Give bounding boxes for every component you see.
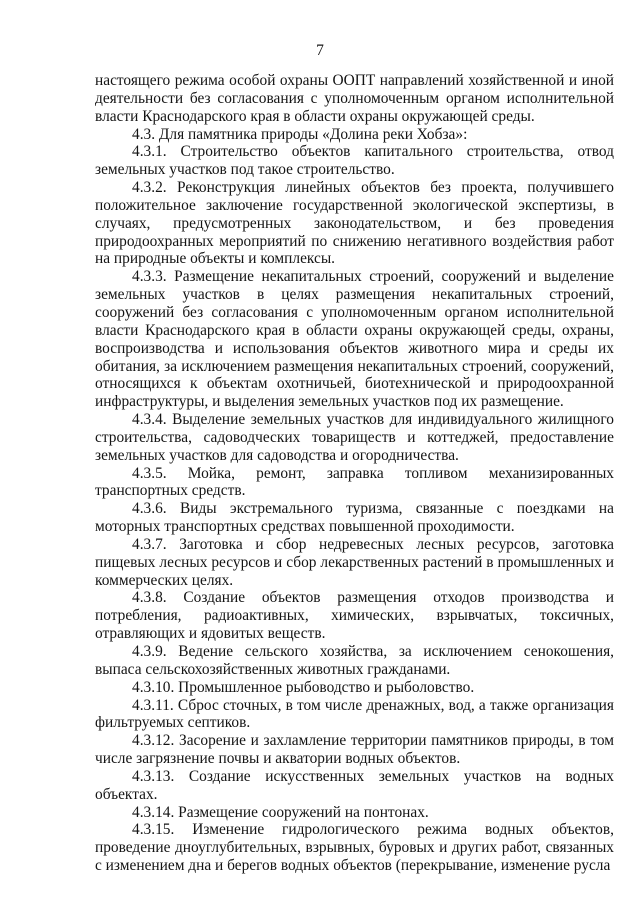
document-paragraph: 4.3.4. Выделение земельных участков для индивидуального жилищного строительства, садоводческих товариществ и коттеджей, предоставление земельных участков для садоводства и огородничества.: [95, 411, 614, 464]
document-paragraph: 4.3.2. Реконструкция линейных объектов без проекта, получившего положительное заключение государственной экологической экспертизы, в случаях, предусмотренных законодательством, и без проведения природоохранных мероприятий по снижению негативного воздействия работ на природные объекты и комплексы.: [95, 179, 614, 268]
document-paragraph: 4.3.9. Ведение сельского хозяйства, за исключением сенокошения, выпаса сельскохозяйственных животных гражданами.: [95, 643, 614, 678]
document-paragraph: 4.3.1. Строительство объектов капитального строительства, отвод земельных участков под такое строительство.: [95, 143, 614, 179]
document-paragraph: 4.3.10. Промышленное рыбоводство и рыболовство.: [132, 678, 475, 696]
document-paragraph: 4.3.7. Заготовка и сбор недревесных лесных ресурсов, заготовка пищевых лесных ресурсов и сбор лекарственных растений в промышленных и коммерческих целях.: [95, 535, 614, 589]
document-paragraph: 4.3.11. Сброс сточных, в том числе дренажных, вод, а также организация фильтруемых септиков.: [95, 696, 614, 732]
document-body: [95, 72, 614, 875]
continued-paragraph: настоящего режима особой охраны ООПТ направлений хозяйственной и иной деятельности без согласования с уполномоченным органом исполнительной власти Краснодарского края в области охраны окружающей среды.: [95, 72, 614, 125]
document-paragraph: 4.3.8. Создание объектов размещения отходов производства и потребления, радиоактивных, химических, взрывчатых, токсичных, отравляющих и ядовитых веществ.: [95, 589, 614, 643]
document-paragraph: 4.3.6. Виды экстремального туризма, связанные с поездками на моторных транспортных средствах повышенной проходимости.: [95, 500, 614, 536]
document-paragraph: 4.3.13. Создание искусственных земельных участков на водных объектах.: [95, 767, 614, 803]
document-paragraph: 4.3.14. Размещение сооружений на понтонах.: [132, 803, 429, 821]
document-paragraph: 4.3.3. Размещение некапитальных строений, сооружений и выделение земельных участков в целях размещения некапитальных строений, сооружений без согласования с уполномоченным органом исполнительной власти Краснодарского края в области охраны окружающей среды, охраны, воспроизводства и использования объектов животного мира и среды их обитания, за исключением размещения некапитальных строений, сооружений, относящихся к объектам охотничьей, биотехнической и природоохранной инфраструктуры, и выделения земельных участков под их размещение.: [95, 268, 614, 411]
document-paragraph: 4.3.5. Мойка, ремонт, заправка топливом механизированных транспортных средств.: [95, 464, 614, 500]
document-paragraph: 4.3.15. Изменение гидрологического режима водных объектов, проведение дноуглубительных, взрывных, буровых и других работ, связанных с изменением дна и берегов водных объектов (перекрывание, изменение русла: [95, 821, 614, 875]
document-paragraph: 4.3. Для памятника природы «Долина реки Хобза»:: [132, 125, 468, 143]
document-paragraph: 4.3.12. Засорение и захламление территории памятников природы, в том числе загрязнение почвы и акватории водных объектов.: [95, 732, 614, 768]
page-number: 7: [316, 42, 324, 59]
